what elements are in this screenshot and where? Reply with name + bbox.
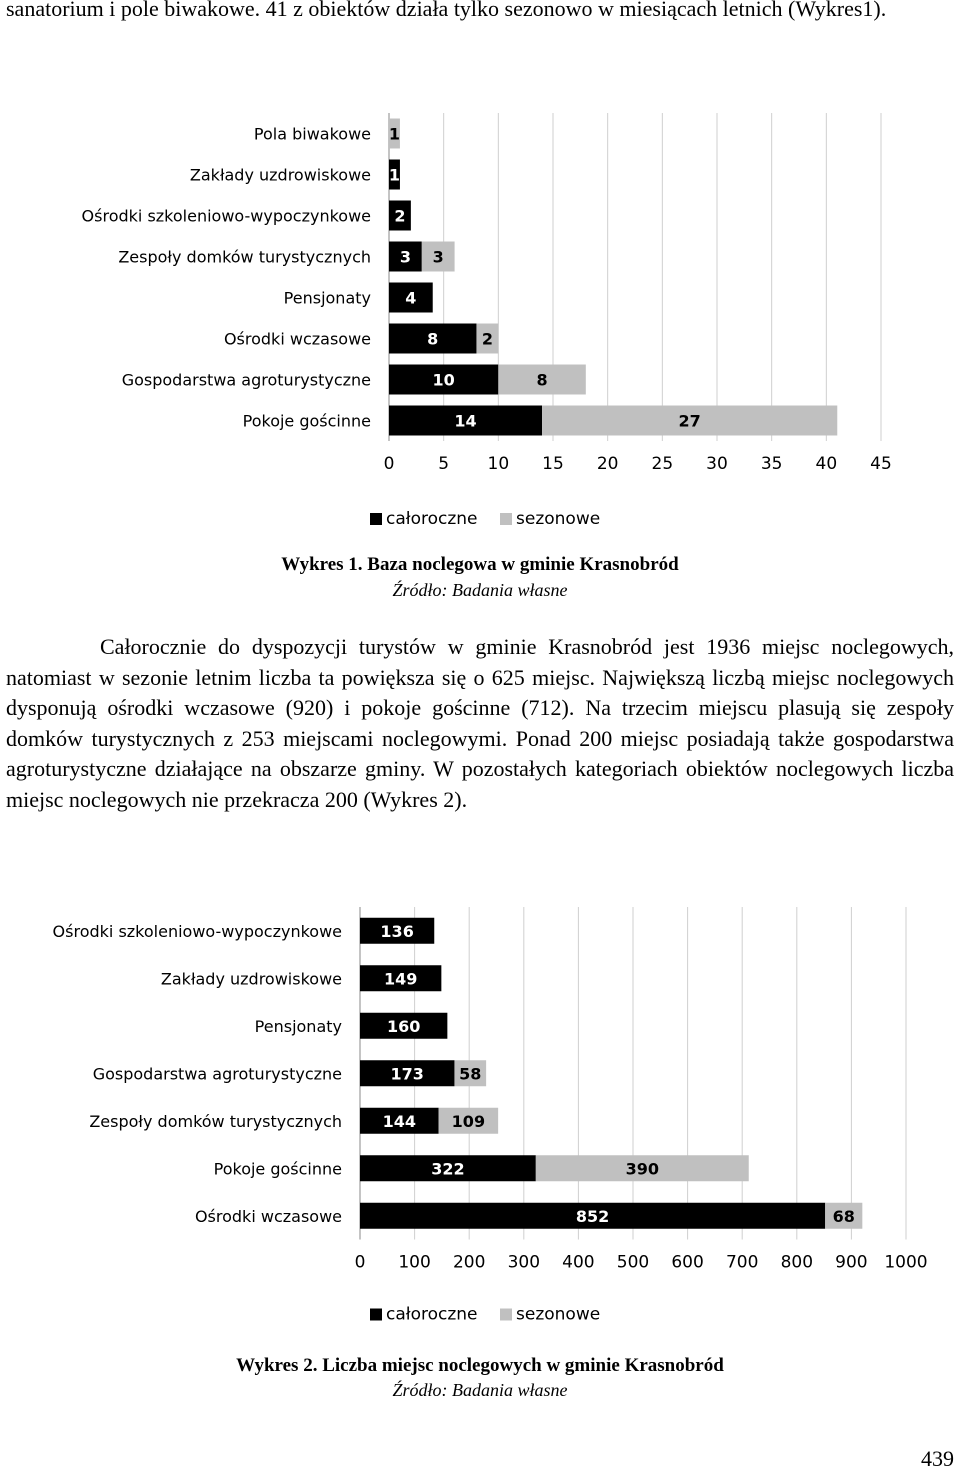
category-label: Zespoły domków turystycznych bbox=[89, 1111, 342, 1131]
x-tick-label: 100 bbox=[398, 1252, 431, 1273]
x-tick-label: 200 bbox=[452, 1252, 486, 1273]
data-label: 4 bbox=[405, 288, 417, 308]
data-label: 852 bbox=[575, 1206, 610, 1226]
data-label: 160 bbox=[386, 1016, 421, 1036]
data-label: 2 bbox=[394, 206, 406, 226]
data-label: 144 bbox=[382, 1111, 417, 1131]
x-tick-label: 900 bbox=[835, 1252, 868, 1273]
data-label: 390 bbox=[625, 1159, 659, 1179]
legend-label: całoroczne bbox=[386, 509, 478, 529]
category-label: Zakłady uzdrowiskowe bbox=[189, 165, 371, 185]
chart-1-source: Źródło: Badania własne bbox=[392, 580, 568, 600]
legend-label: sezonowe bbox=[516, 509, 601, 529]
data-label: 58 bbox=[459, 1064, 482, 1084]
data-label: 3 bbox=[432, 247, 444, 267]
data-label: 1 bbox=[388, 165, 401, 185]
x-tick-label: 35 bbox=[760, 454, 783, 474]
category-label: Ośrodki wczasowe bbox=[194, 1206, 342, 1226]
legend-swatch bbox=[370, 513, 382, 525]
x-tick-label: 800 bbox=[780, 1252, 814, 1273]
data-label: 322 bbox=[431, 1159, 465, 1179]
data-label: 8 bbox=[536, 370, 548, 390]
chart-1-caption bbox=[0, 554, 960, 576]
category-label: Pokoje gościnne bbox=[213, 1159, 342, 1179]
chart-2-caption bbox=[0, 1355, 960, 1377]
data-label: 10 bbox=[432, 370, 455, 390]
legend-label: całoroczne bbox=[386, 1304, 478, 1325]
legend-swatch bbox=[500, 1309, 512, 1321]
x-tick-label: 400 bbox=[562, 1252, 595, 1273]
category-label: Zakłady uzdrowiskowe bbox=[160, 969, 342, 989]
data-label: 1 bbox=[388, 124, 401, 144]
legend-swatch bbox=[500, 513, 512, 525]
data-label: 3 bbox=[399, 247, 411, 267]
top-paragraph: sanatorium i pole biwakowe. 41 z obiektów działa tylko sezonowo w miesiącach letnich (Wykres1). bbox=[6, 0, 887, 21]
x-tick-label: 0 bbox=[354, 1252, 366, 1273]
body-paragraph: Całorocznie do dyspozycji turystów w gminie Krasnobród jest 1936 miejsc noclegowych, natomiast w sezonie letnim liczba ta powiększa się o 625 miejsc. Największą liczbą miejsc noclegowych dysponują ośrodki wczasowe (920) i pokoje gościnne (712). Na trzecim miejscu plasują się zespoły domków turystycznych z 253 miejscami noclegowymi. Ponad 200 miejsc posiadają także gospodarstwa agroturystyczne działające na obszarze gminy. W pozostałych kategoriach obiektów noclegowych liczba miejsc noclegowych nie przekracza 200 (Wykres 2). bbox=[6, 634, 954, 812]
data-label: 8 bbox=[427, 329, 439, 349]
data-label: 27 bbox=[678, 411, 701, 431]
x-tick-label: 10 bbox=[487, 454, 510, 474]
category-label: Pokoje gościnne bbox=[242, 411, 371, 431]
x-tick-label: 300 bbox=[507, 1252, 541, 1273]
data-label: 2 bbox=[481, 329, 493, 349]
chart-1 bbox=[0, 110, 960, 530]
category-label: Pola biwakowe bbox=[253, 124, 371, 144]
data-label: 173 bbox=[390, 1064, 424, 1084]
data-label: 109 bbox=[451, 1111, 486, 1131]
data-label: 136 bbox=[380, 921, 414, 941]
x-tick-label: 40 bbox=[815, 454, 838, 474]
x-tick-label: 600 bbox=[671, 1252, 704, 1273]
x-tick-label: 500 bbox=[616, 1252, 650, 1273]
x-tick-label: 30 bbox=[706, 454, 728, 474]
legend-swatch bbox=[370, 1309, 382, 1321]
data-label: 149 bbox=[383, 969, 418, 989]
x-tick-label: 20 bbox=[596, 454, 619, 474]
category-label: Ośrodki wczasowe bbox=[223, 329, 371, 349]
chart-2-caption-text: Wykres 2. Liczba miejsc noclegowych w gminie Krasnobród bbox=[236, 1355, 724, 1376]
x-tick-label: 25 bbox=[651, 454, 674, 474]
category-label: Gospodarstwa agroturystyczne bbox=[121, 370, 371, 390]
chart-2 bbox=[0, 905, 960, 1325]
x-tick-label: 5 bbox=[438, 454, 450, 474]
page-number: 439 bbox=[921, 1446, 954, 1471]
category-label: Pensjonaty bbox=[283, 288, 371, 308]
category-label: Gospodarstwa agroturystyczne bbox=[92, 1064, 342, 1084]
x-tick-label: 700 bbox=[725, 1252, 759, 1273]
category-label: Ośrodki szkoleniowo-wypoczynkowe bbox=[81, 206, 371, 226]
category-label: Pensjonaty bbox=[254, 1016, 342, 1036]
x-tick-label: 1000 bbox=[884, 1252, 928, 1273]
legend-label: sezonowe bbox=[516, 1304, 601, 1325]
category-label: Zespoły domków turystycznych bbox=[118, 247, 371, 267]
x-tick-label: 0 bbox=[383, 454, 395, 474]
category-label: Ośrodki szkoleniowo-wypoczynkowe bbox=[52, 921, 342, 941]
x-tick-label: 15 bbox=[542, 454, 564, 474]
data-label: 14 bbox=[454, 411, 477, 431]
chart-1-caption-text: Wykres 1. Baza noclegowa w gminie Krasnobród bbox=[281, 554, 679, 575]
data-label: 68 bbox=[832, 1206, 855, 1226]
x-tick-label: 45 bbox=[870, 454, 892, 474]
chart-2-source: Źródło: Badania własne bbox=[392, 1380, 568, 1400]
